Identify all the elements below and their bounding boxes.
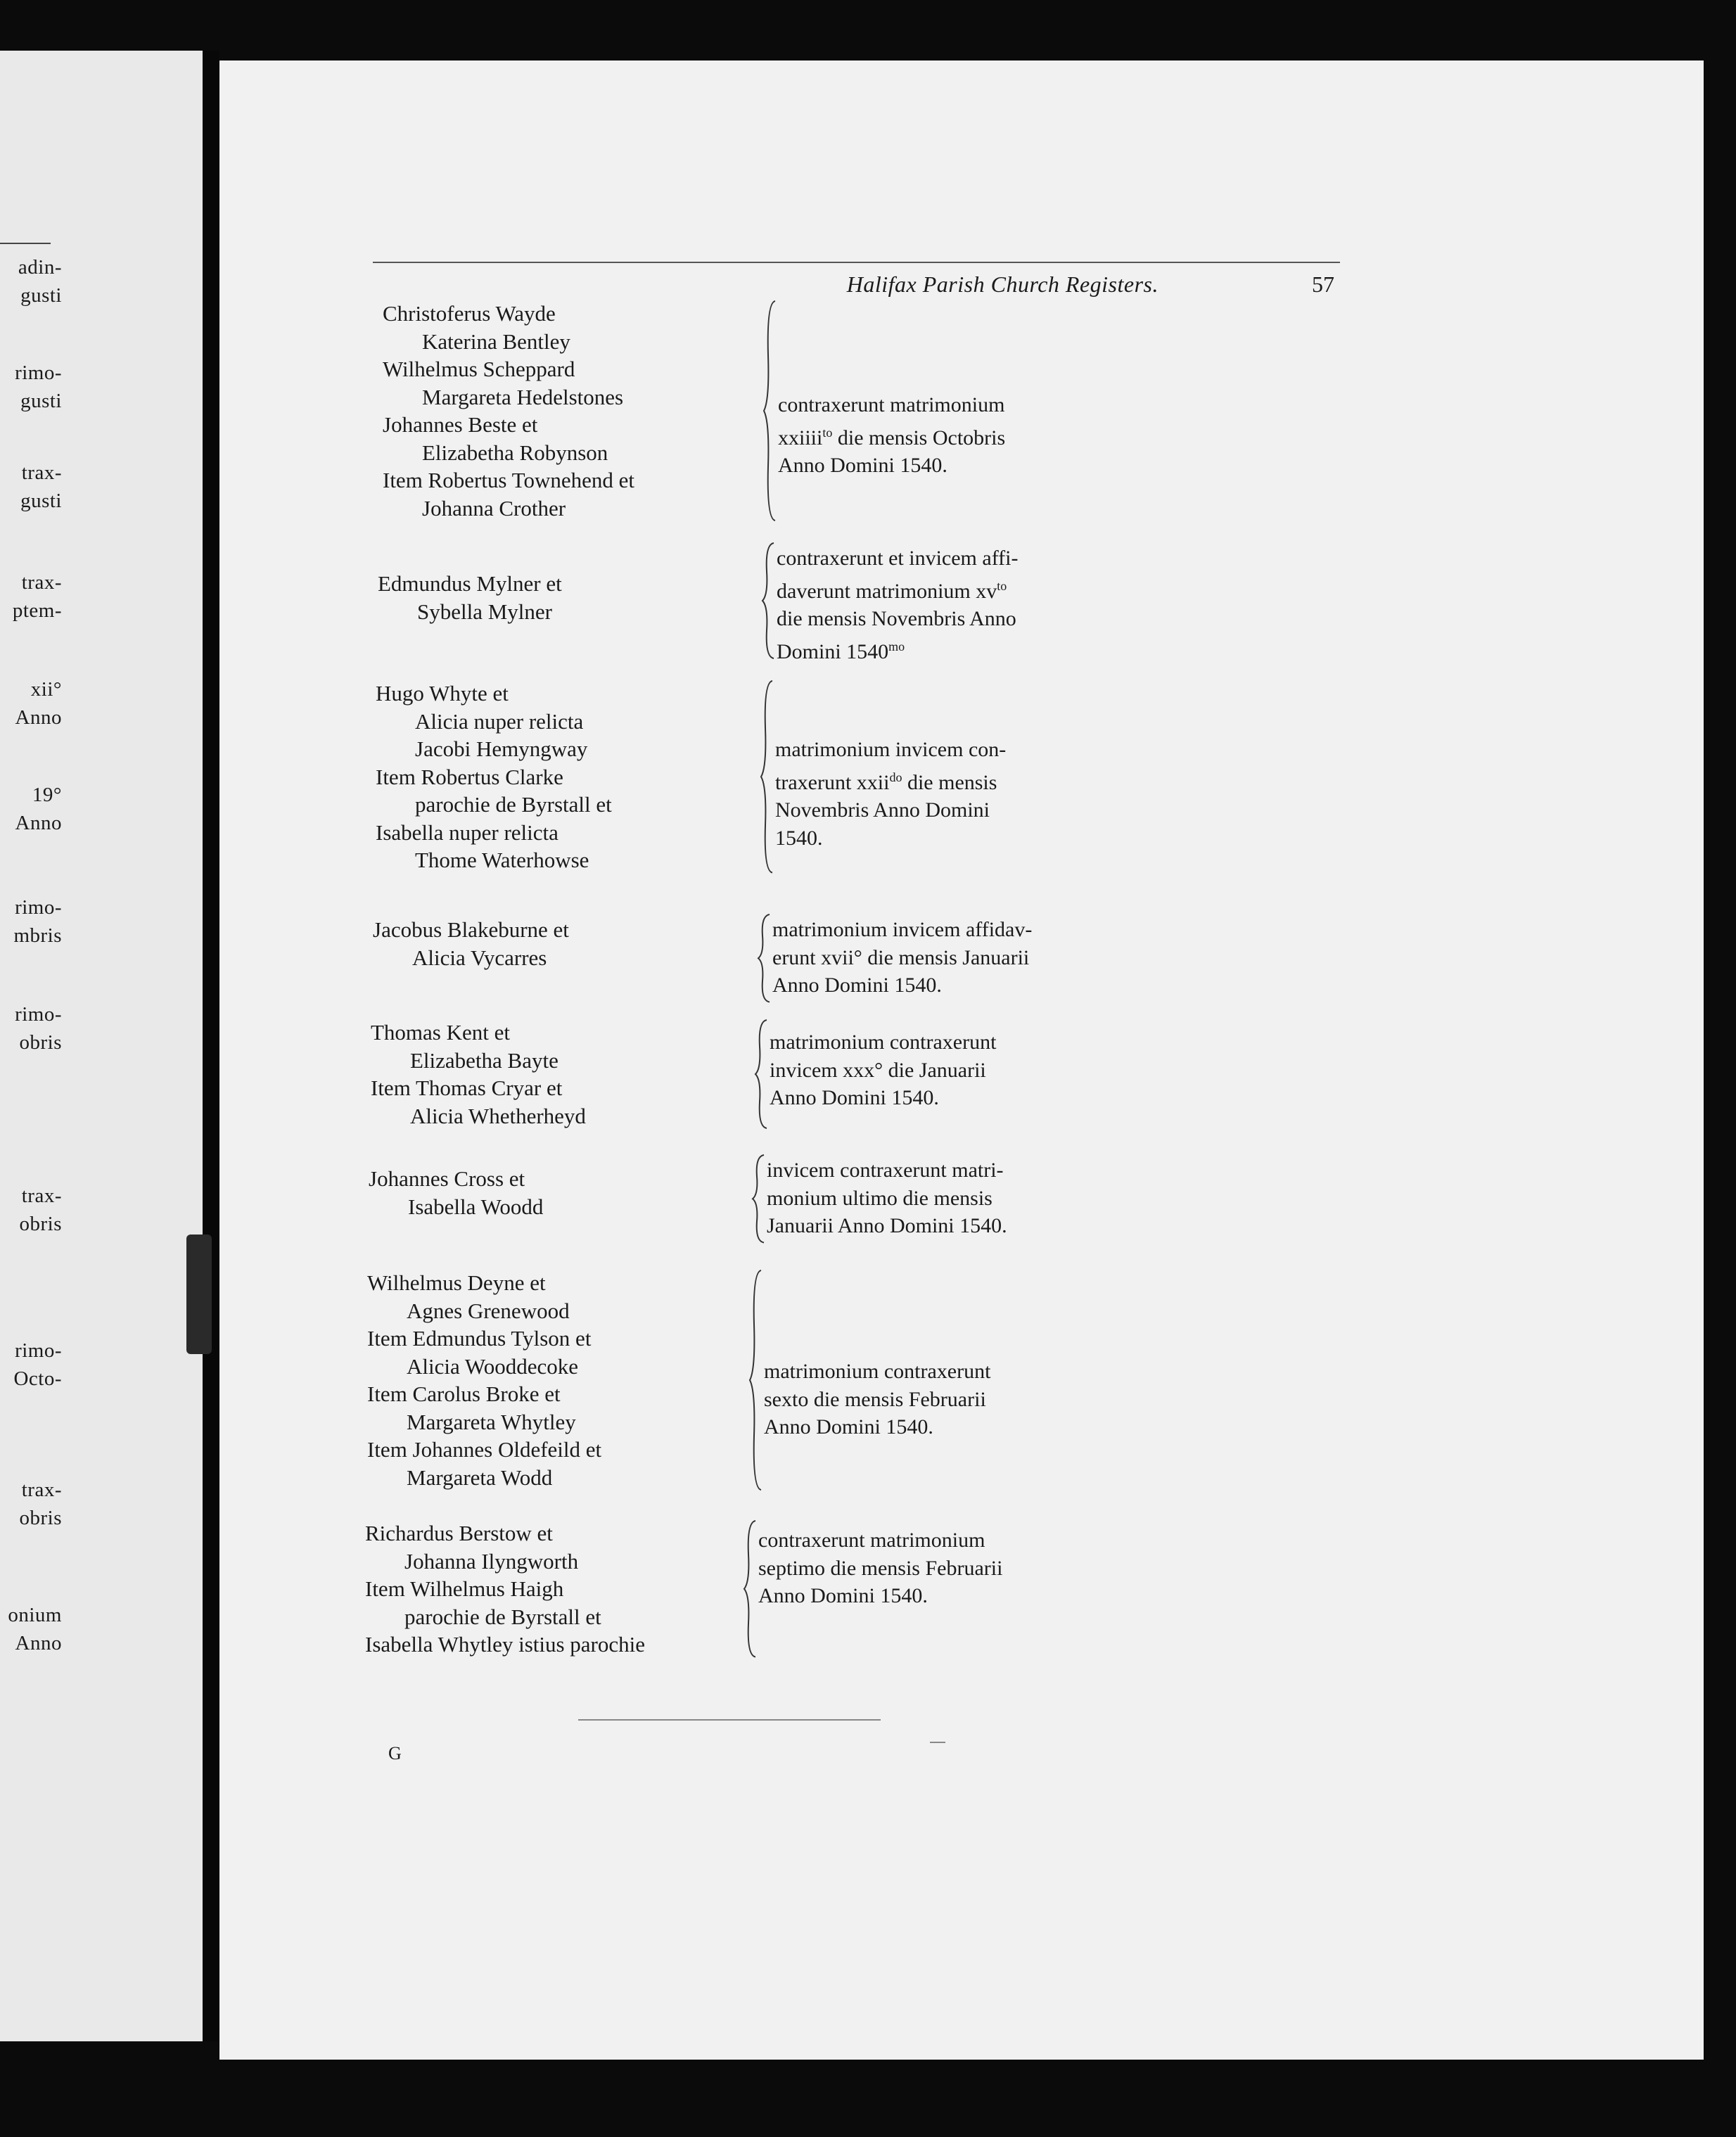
page-number: 57	[1312, 272, 1334, 297]
left-page-text-fragment: obris	[19, 1213, 62, 1235]
name-line: Alicia nuper relicta	[415, 708, 584, 734]
left-page-text-fragment: onium	[8, 1604, 62, 1626]
left-page-text-fragment: rimo-	[15, 1339, 62, 1362]
entry-names	[365, 1519, 645, 1659]
left-page-text-fragment: trax-	[21, 1479, 62, 1501]
grouping-brace	[743, 1519, 760, 1659]
entry-note	[777, 544, 1102, 665]
right-page	[219, 60, 1704, 2060]
note-line: Anno Domini 1540.	[764, 1415, 933, 1439]
left-page-text-fragment: gusti	[20, 284, 62, 307]
name-line: Item Thomas Cryar et	[371, 1076, 563, 1100]
left-page-rule	[0, 243, 51, 244]
name-line: Item Wilhelmus Haigh	[365, 1576, 564, 1601]
grouping-brace	[748, 1269, 765, 1491]
left-page-text-fragment: rimo-	[15, 896, 62, 919]
entry-note	[772, 916, 1103, 1000]
note-line: contraxerunt et invicem affi-	[777, 547, 1019, 570]
note-line: monium ultimo die mensis	[767, 1186, 993, 1210]
grouping-brace	[761, 542, 778, 660]
name-line: Item Johannes Oldefeild et	[367, 1437, 602, 1462]
entry-note	[764, 1358, 1084, 1441]
entry-note	[778, 391, 1104, 480]
name-line: Margareta Wodd	[407, 1465, 553, 1490]
entry-names	[373, 916, 569, 971]
entry-names	[369, 1165, 543, 1220]
book-spine	[203, 51, 219, 2041]
name-line: Alicia Vycarres	[412, 945, 547, 970]
name-line: Agnes Grenewood	[407, 1298, 570, 1323]
left-page-text-fragment: gusti	[20, 490, 62, 512]
name-line: Richardus Berstow et	[365, 1521, 553, 1545]
note-line: xxiiii$^{to}$ die mensis Octobris	[778, 425, 1006, 449]
left-page-text-fragment: adin-	[18, 256, 62, 279]
left-page-text-fragment: trax-	[21, 571, 62, 594]
name-line: Margareta Whytley	[407, 1409, 576, 1434]
name-line: Christoferus Wayde	[383, 301, 556, 326]
name-line: Item Edmundus Tylson et	[367, 1326, 592, 1351]
name-line: Item Carolus Broke et	[367, 1382, 561, 1406]
left-page-text-fragment: trax-	[21, 1185, 62, 1207]
note-line: matrimonium contraxerunt	[764, 1360, 991, 1383]
name-line: Isabella Woodd	[408, 1194, 544, 1219]
note-line: Anno Domini 1540.	[772, 974, 942, 997]
left-page-text-fragment: Anno	[15, 812, 62, 834]
left-page-text-fragment: Anno	[15, 706, 62, 729]
left-page-text-fragment: trax-	[21, 461, 62, 484]
note-line: matrimonium invicem affidav-	[772, 918, 1033, 941]
name-line: Elizabetha Robynson	[422, 440, 608, 465]
name-line: Sybella Mylner	[417, 599, 552, 624]
left-page-text-fragment: xii°	[30, 678, 62, 701]
note-line: traxerunt xxii$^{do}$ die mensis	[775, 770, 997, 794]
note-line: invicem contraxerunt matri-	[767, 1159, 1004, 1182]
left-page-text-fragment: obris	[19, 1507, 62, 1529]
name-line: Hugo Whyte et	[376, 681, 509, 706]
entry-names	[378, 570, 562, 625]
grouping-brace	[757, 913, 774, 1004]
grouping-brace	[762, 300, 779, 522]
note-line: septimo die mensis Februarii	[758, 1556, 1003, 1580]
signature-mark: G	[388, 1743, 402, 1763]
footer-dash	[930, 1742, 945, 1743]
name-line: parochie de Byrstall et	[415, 792, 612, 817]
name-line: Alicia Whetherheyd	[410, 1103, 586, 1128]
name-line: Item Robertus Townehend et	[383, 468, 634, 492]
note-line: invicem xxx° die Januarii	[770, 1058, 986, 1082]
note-line: die mensis Novembris Anno	[777, 607, 1016, 630]
note-line: Januarii Anno Domini 1540.	[767, 1214, 1007, 1237]
left-page-text-fragment: rimo-	[15, 1003, 62, 1026]
left-page-rule	[0, 120, 51, 121]
left-page-text-fragment: ptem-	[12, 599, 62, 622]
left-page-text-fragment: obris	[19, 1031, 62, 1054]
note-line: matrimonium contraxerunt	[770, 1031, 997, 1054]
grouping-brace	[751, 1154, 768, 1244]
name-line: Margareta Hedelstones	[422, 384, 624, 409]
name-line: parochie de Byrstall et	[404, 1604, 601, 1629]
entry-names	[371, 1019, 586, 1130]
note-line: Anno Domini 1540.	[770, 1086, 939, 1109]
name-line: Wilhelmus Deyne et	[367, 1270, 546, 1295]
entry-names	[376, 680, 612, 874]
entry-names	[367, 1269, 601, 1491]
name-line: Isabella nuper relicta	[376, 819, 559, 845]
header-rule	[373, 262, 1340, 263]
left-page-text-fragment: 19°	[32, 784, 62, 806]
name-line: Johannes Beste et	[383, 412, 538, 437]
name-line: Alicia Wooddecoke	[407, 1353, 578, 1379]
entry-note	[770, 1028, 1093, 1112]
left-page-fragment	[0, 51, 203, 2041]
binding-mark	[186, 1235, 212, 1354]
left-page-text-fragment: gusti	[20, 390, 62, 412]
note-line: Domini $1540^{mo}$	[777, 639, 905, 663]
running-title: Halifax Parish Church Registers.	[846, 272, 1159, 297]
entry-note	[767, 1156, 1092, 1240]
note-line: contraxerunt matrimonium	[758, 1529, 985, 1552]
grouping-brace	[754, 1019, 771, 1130]
name-line: Elizabetha Bayte	[410, 1047, 559, 1073]
note-line: Anno Domini 1540.	[778, 454, 947, 477]
left-page-text-fragment: Octo-	[13, 1367, 62, 1390]
note-line: Anno Domini 1540.	[758, 1584, 928, 1607]
note-line: 1540.	[775, 826, 823, 850]
name-line: Jacobus Blakeburne et	[373, 917, 569, 942]
page-header	[374, 272, 1334, 300]
name-line: Johannes Cross et	[369, 1166, 525, 1191]
name-line: Item Robertus Clarke	[376, 764, 563, 789]
entry-note	[758, 1526, 1078, 1610]
note-line: matrimonium invicem con-	[775, 738, 1007, 761]
left-page-text-fragment: Anno	[15, 1632, 62, 1654]
name-line: Katerina Bentley	[422, 328, 570, 354]
note-line: sexto die mensis Februarii	[764, 1387, 986, 1411]
name-line: Jacobi Hemyngway	[415, 736, 588, 761]
name-line: Thomas Kent et	[371, 1020, 511, 1045]
name-line: Wilhelmus Scheppard	[383, 357, 575, 381]
entry-note	[775, 736, 1099, 852]
entry-names	[383, 300, 634, 522]
name-line: Thome Waterhowse	[415, 848, 589, 872]
footer-rule	[578, 1719, 881, 1721]
name-line: Edmundus Mylner et	[378, 571, 562, 596]
left-page-text-fragment: rimo-	[15, 362, 62, 384]
note-line: contraxerunt matrimonium	[778, 393, 1005, 416]
name-line: Isabella Whytley istius parochie	[365, 1632, 646, 1657]
note-line: daverunt matrimonium $xv^{to}$	[777, 578, 1007, 603]
left-page-text-fragment: mbris	[13, 924, 62, 947]
note-line: Novembris Anno Domini	[775, 798, 990, 822]
note-line: erunt xvii° die mensis Januarii	[772, 945, 1030, 969]
name-line: Johanna Crother	[422, 495, 566, 521]
name-line: Johanna Ilyngworth	[404, 1548, 579, 1574]
grouping-brace	[760, 680, 777, 874]
